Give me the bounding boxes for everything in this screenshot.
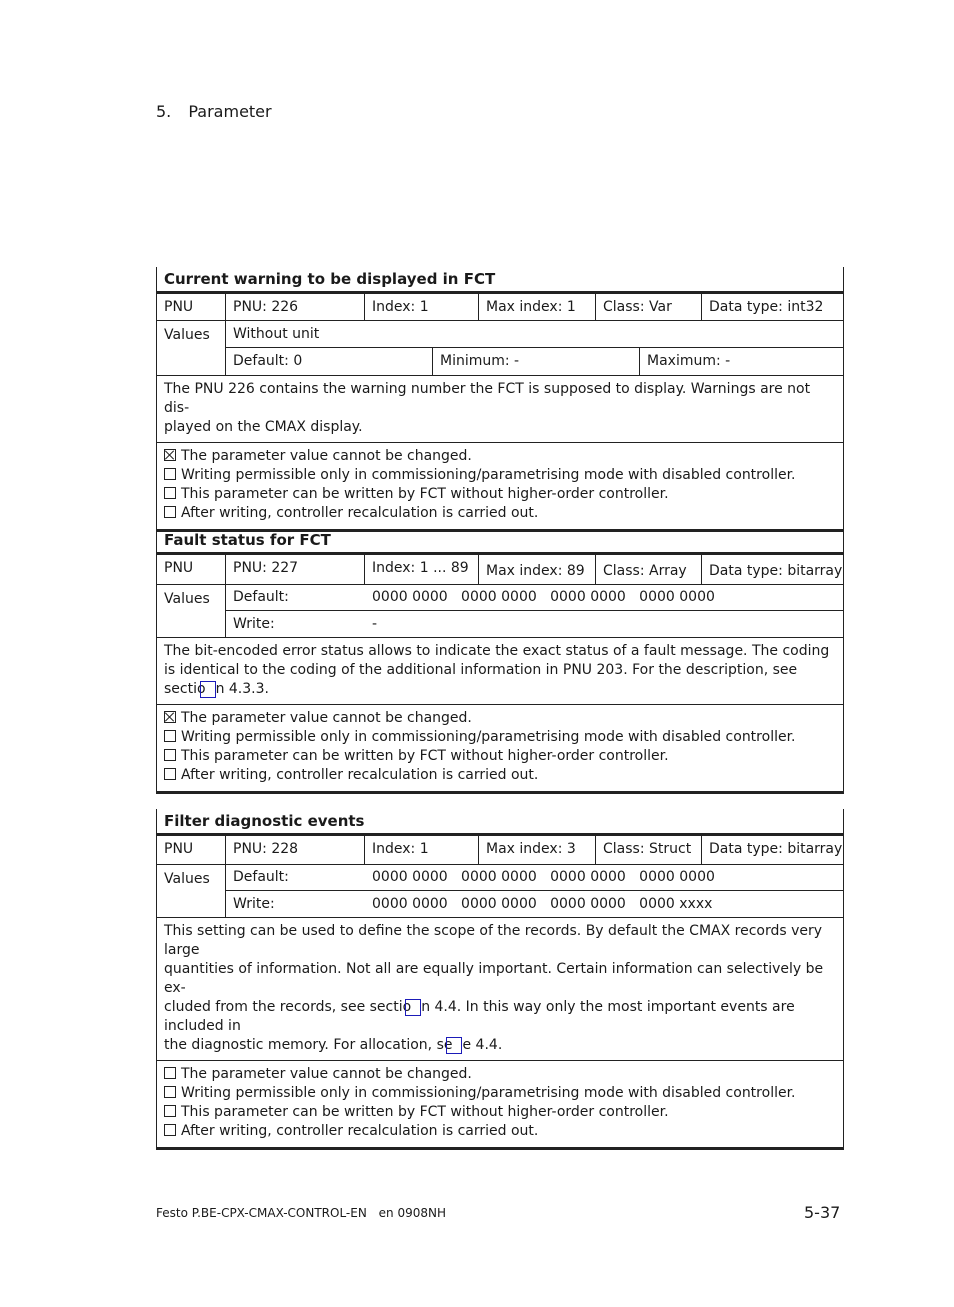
check-item: The parameter value cannot be changed. [164,447,836,466]
empty-box-icon [164,468,176,480]
checked-box-icon [164,449,176,461]
footer-language: en 0908NH [378,1206,446,1220]
values-row [156,585,844,638]
check-item: This parameter can be written by FCT without higher-order controller. [164,485,836,504]
footer-doc-id: Festo P.BE-CPX-CMAX-CONTROL-EN [156,1206,367,1220]
check-item: This parameter can be written by FCT without higher-order controller. [164,1103,836,1122]
empty-box-icon [164,487,176,499]
unit: Without unit [225,321,843,348]
maximum-value: Maximum: - [639,348,843,375]
default-label: Default: [233,869,289,885]
values-label: Values [164,591,210,607]
pnu-label: PNU [164,841,194,857]
data-type: Data type: bitarray [701,555,843,584]
pnu-number: PNU: 226 [225,294,364,320]
check-item: The parameter value cannot be changed. [164,1065,836,1084]
description [156,376,844,443]
write-value: 0000 0000 0000 0000 0000 0000 0000 xxxx [372,896,713,912]
write-value: - [372,616,378,632]
default-value: Default: 0 [233,353,303,369]
description [156,638,844,705]
write-row [225,891,843,918]
checked-box-icon [164,711,176,723]
check-item: After writing, controller recalculation is carried out. [164,766,836,785]
pnu-label: PNU [164,560,194,576]
description-line: cluded from the records, see sectio n 4.4. In this way only the most important events are included in [164,999,795,1034]
block-title: Filter diagnostic events [156,809,844,836]
empty-box-icon [164,1067,176,1079]
check-item: This parameter can be written by FCT without higher-order controller. [164,747,836,766]
values-label: Values [164,871,210,887]
parameter-block-226 [156,267,844,532]
pnu-label: PNU [164,299,194,315]
max-index: Max index: 89 [478,555,595,584]
empty-box-icon [164,1105,176,1117]
check-item: After writing, controller recalculation is carried out. [164,504,836,523]
write-label: Write: [233,896,275,912]
empty-box-icon [164,768,176,780]
data-type: Data type: bitarray [701,836,843,864]
class: Class: Array [595,555,701,584]
description-line: The bit-encoded error status allows to indicate the exact status of a fault message. The coding [164,643,830,659]
description-line: The PNU 226 contains the warning number the FCT is supposed to display. Warnings are not dis- [164,381,811,416]
description-line: This setting can be used to define the scope of the records. By default the CMAX records very large [164,923,823,958]
index: Index: 1 [364,294,478,320]
description-line: played on the CMAX display. [164,419,363,435]
description-line: the diagnostic memory. For allocation, se e 4.4. [164,1037,503,1053]
data-type: Data type: int32 [701,294,843,320]
page-number: 5-37 [804,1203,841,1222]
block-title: Current warning to be displayed in FCT [156,267,844,294]
empty-box-icon [164,506,176,518]
write-row [225,611,843,638]
chapter-number: 5. [156,102,172,121]
pnu-number: PNU: 227 [225,555,364,584]
description-line: is identical to the coding of the additional information in PNU 203. For the description, see [164,662,798,678]
footer-doc-info [156,1206,446,1220]
checklist [156,443,844,532]
checklist [156,705,844,794]
checklist [156,1061,844,1150]
default-value: 0000 0000 0000 0000 0000 0000 0000 0000 [372,869,715,885]
max-index: Max index: 1 [478,294,595,320]
pnu-number: PNU: 228 [225,836,364,864]
pnu-row [156,836,844,865]
description [156,918,844,1061]
check-item: After writing, controller recalculation is carried out. [164,1122,836,1141]
section-link-box[interactable] [200,681,216,698]
default-value: 0000 0000 0000 0000 0000 0000 0000 0000 [372,589,715,605]
default-label: Default: [233,589,289,605]
write-label: Write: [233,616,275,632]
parameter-block-227 [156,528,844,794]
class: Class: Struct [595,836,701,864]
section-link-box[interactable] [446,1037,462,1054]
minimum-value: Minimum: - [432,348,639,375]
default-row [225,865,843,891]
empty-box-icon [164,749,176,761]
chapter-heading [156,102,272,121]
check-item: Writing permissible only in commissioning/parametrising mode with disabled controller. [164,1084,836,1103]
index: Index: 1 ... 89 [364,555,478,584]
class: Class: Var [595,294,701,320]
default-row [225,585,843,611]
check-item: Writing permissible only in commissioning/parametrising mode with disabled controller. [164,466,836,485]
description-line: sectio n 4.3.3. [164,681,269,697]
pnu-row [156,294,844,321]
values-row [156,865,844,918]
description-line: quantities of information. Not all are equally important. Certain information can selectively be ex- [164,961,824,996]
max-index: Max index: 3 [478,836,595,864]
values-row [156,321,844,376]
section-link-box[interactable] [405,999,421,1016]
chapter-title: Parameter [188,102,272,121]
empty-box-icon [164,1124,176,1136]
values-label: Values [164,327,210,343]
empty-box-icon [164,730,176,742]
check-item: Writing permissible only in commissioning/parametrising mode with disabled controller. [164,728,836,747]
pnu-row [156,555,844,585]
limits-row [225,348,843,375]
empty-box-icon [164,1086,176,1098]
index: Index: 1 [364,836,478,864]
parameter-block-228 [156,809,844,1150]
check-item: The parameter value cannot be changed. [164,709,836,728]
block-title: Fault status for FCT [156,528,844,555]
